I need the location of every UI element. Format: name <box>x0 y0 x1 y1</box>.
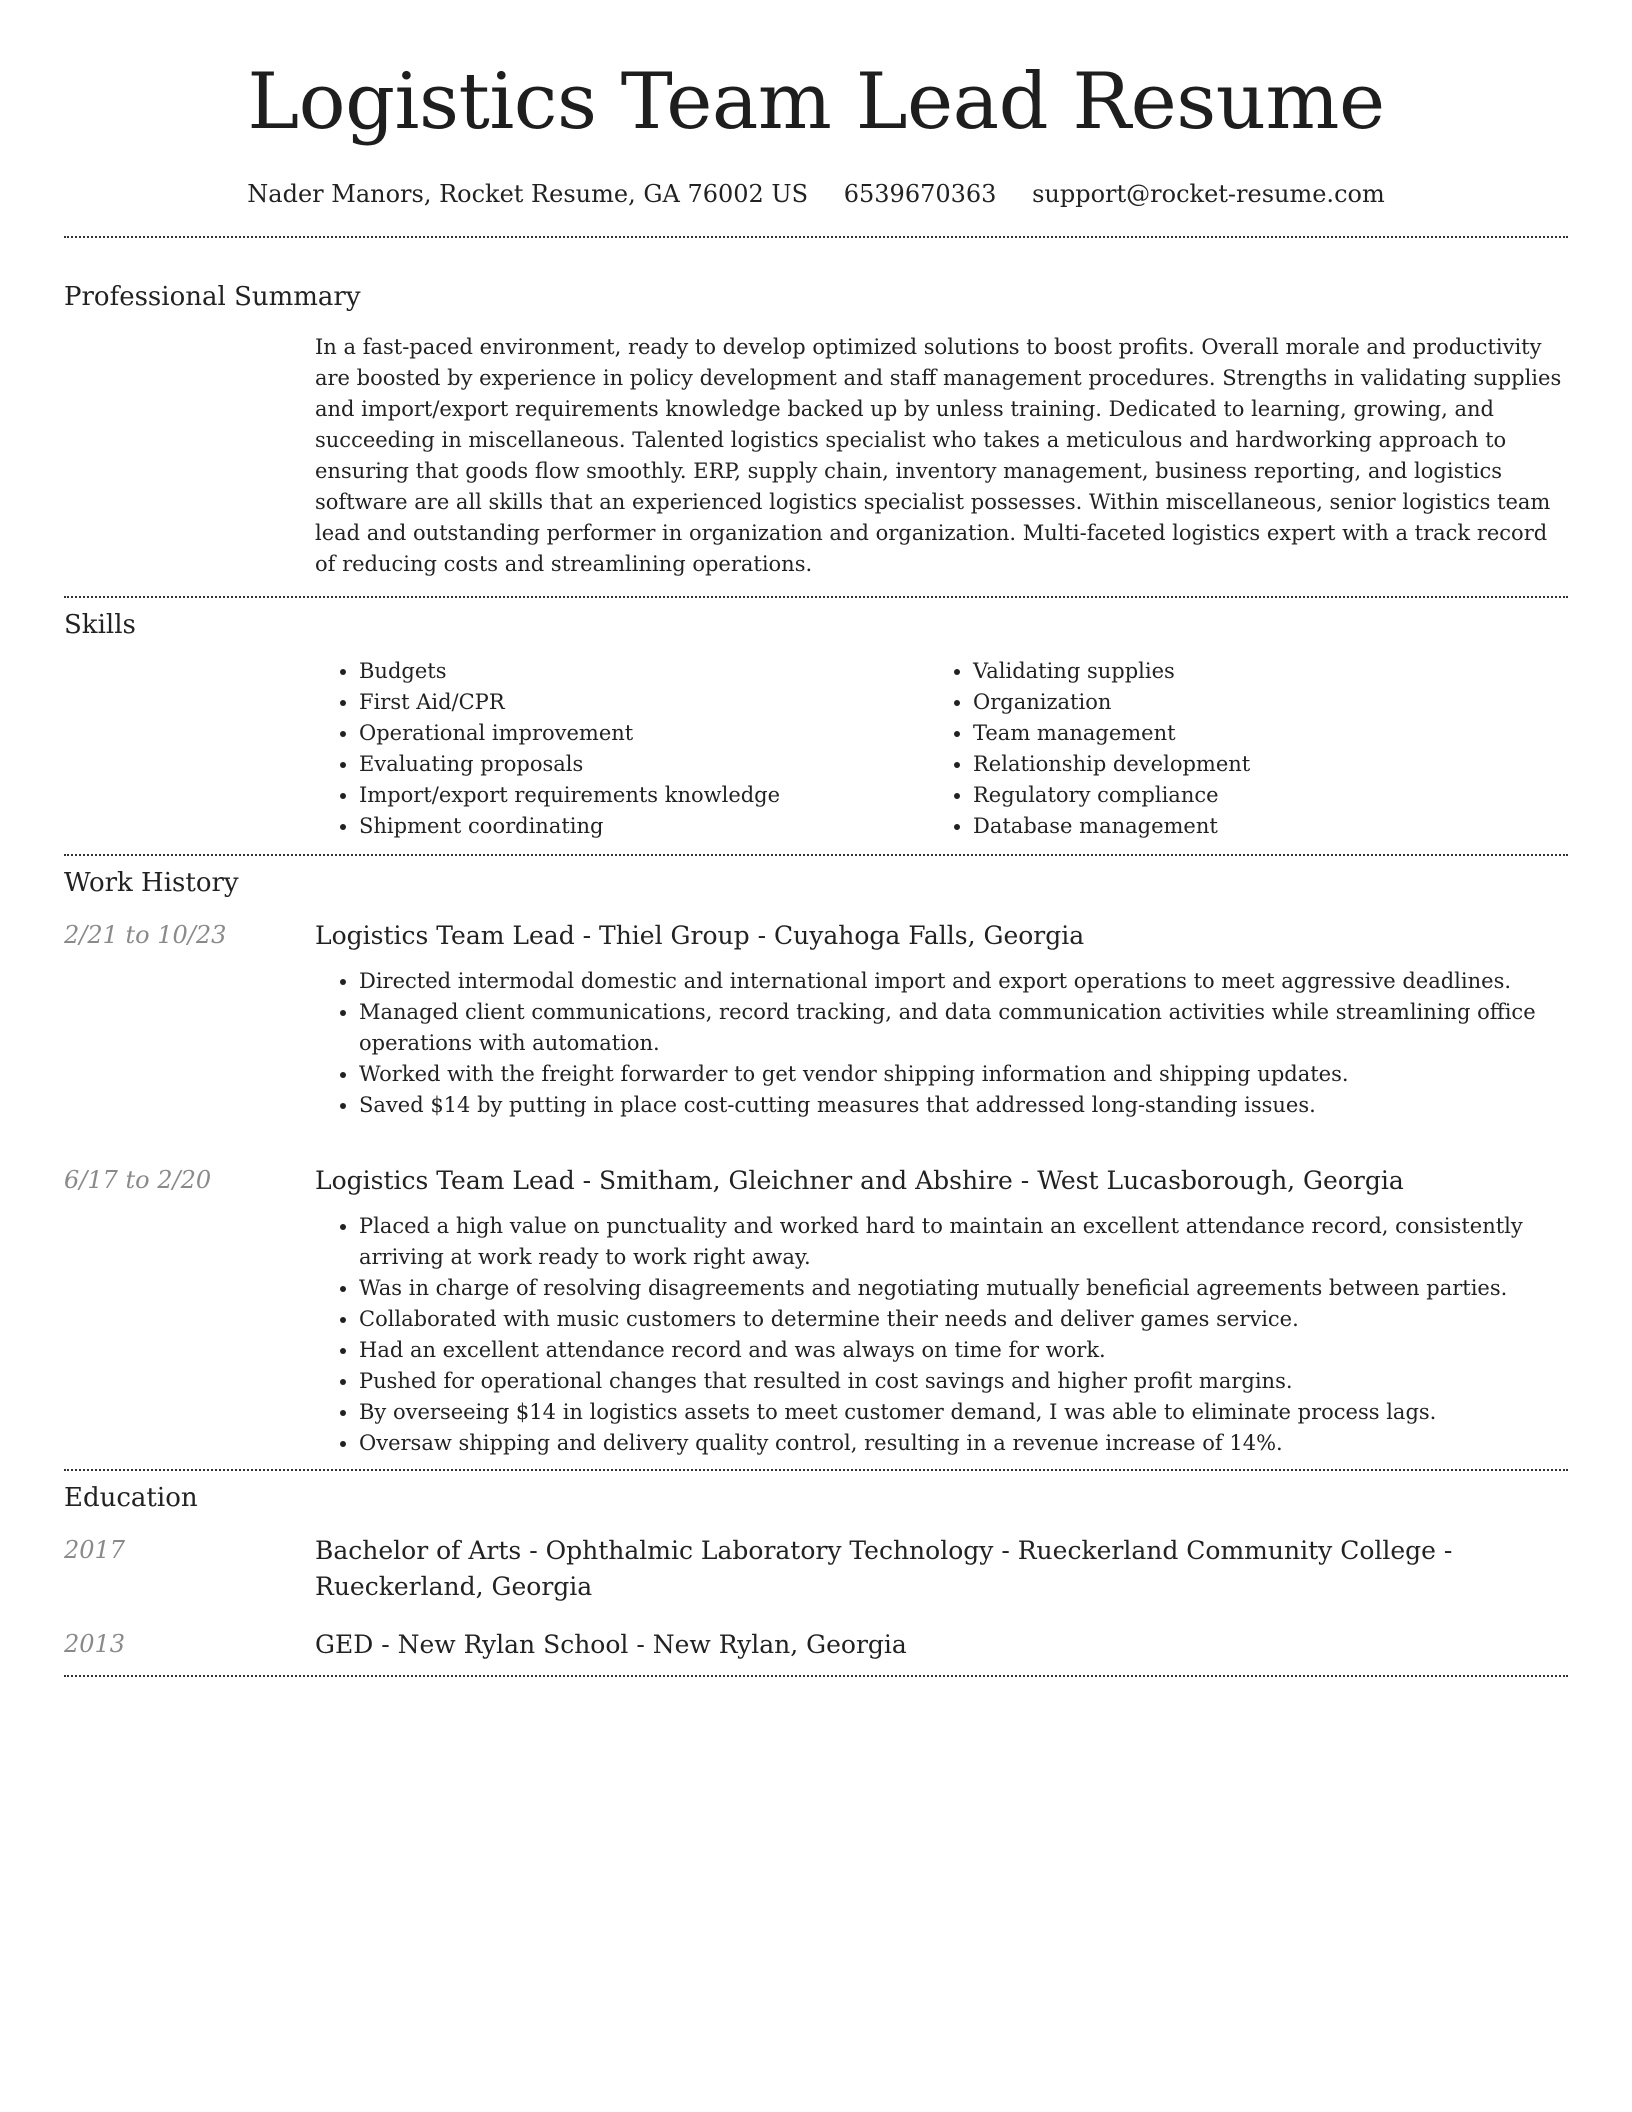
skills-columns <box>315 656 1568 854</box>
skills-list-left <box>315 656 929 842</box>
education-entry <box>64 1627 1568 1663</box>
list-item: • Organization <box>973 687 1543 718</box>
contact-address: Nader Manors, Rocket Resume, GA 76002 US <box>247 180 809 208</box>
list-item: • Saved $14 by putting in place cost-cutting measures that addressed long-standing issues. <box>359 1090 1568 1121</box>
list-item: • Budgets <box>359 656 929 687</box>
job-body <box>315 918 1568 1121</box>
list-item: • Had an excellent attendance record and was always on time for work. <box>359 1335 1568 1366</box>
list-item: • Oversaw shipping and delivery quality control, resulting in a revenue increase of 14%. <box>359 1428 1568 1459</box>
section-title-skills: Skills <box>64 610 136 640</box>
education-body <box>315 1533 1568 1605</box>
list-item: • Evaluating proposals <box>359 749 929 780</box>
resume-header <box>0 0 1632 210</box>
list-item: • Placed a high value on punctuality and worked hard to maintain an excellent attendance record, consistently arriving at work ready to work right away. <box>359 1211 1568 1273</box>
job-bullets <box>315 1211 1568 1459</box>
education-title: Bachelor of Arts - Ophthalmic Laboratory Technology - Rueckerland Community College - Rueckerland, Georgia <box>315 1536 1453 1601</box>
contact-phone: 6539670363 <box>843 180 997 208</box>
education-title: GED - New Rylan School - New Rylan, Georgia <box>315 1630 907 1659</box>
list-item: • First Aid/CPR <box>359 687 929 718</box>
list-item: • Shipment coordinating <box>359 811 929 842</box>
list-item: • Managed client communications, record tracking, and data communication activities while streamlining office operations with automation. <box>359 997 1568 1059</box>
contact-line <box>0 178 1632 210</box>
education-year: 2017 <box>64 1536 126 1564</box>
list-item: • Directed intermodal domestic and international import and export operations to meet aggressive deadlines. <box>359 966 1568 997</box>
summary-section <box>64 238 1568 596</box>
skills-list-right <box>929 656 1543 842</box>
list-item: • Regulatory compliance <box>973 780 1543 811</box>
summary-text: In a fast-paced environment, ready to develop optimized solutions to boost profits. Overall morale and productivity are boosted by experience in policy development and staff management procedures. Strengths in validating supplies and import/export requirements knowledge backed up by unless training. Dedicated to learning, growing, and succeeding in miscellaneous. Talented logistics specialist who takes a meticulous and hardworking approach to ensuring that goods flow smoothly. ERP, supply chain, inventory management, business reporting, and logistics software are all skills that an experienced logistics specialist possesses. Within miscellaneous, senior logistics team lead and outstanding performer in organization and organization. Multi-faceted logistics expert with a track record of reducing costs and streamlining operations. <box>315 335 1562 576</box>
list-item: • Database management <box>973 811 1543 842</box>
list-item: • Was in charge of resolving disagreements and negotiating mutually beneficial agreements between parties. <box>359 1273 1568 1304</box>
section-title-summary: Professional Summary <box>64 282 361 312</box>
section-title-education: Education <box>64 1483 198 1513</box>
job-dates: 6/17 to 2/20 <box>64 1166 212 1194</box>
list-item: • Operational improvement <box>359 718 929 749</box>
job-entry <box>64 918 1568 1121</box>
contact-email: support@rocket-resume.com <box>1032 180 1385 208</box>
list-item: • Collaborated with music customers to determine their needs and deliver games service. <box>359 1304 1568 1335</box>
work-section <box>64 856 1568 1469</box>
skills-section <box>64 598 1568 854</box>
list-item: • Relationship development <box>973 749 1543 780</box>
job-body <box>315 1163 1568 1459</box>
education-year: 2013 <box>64 1630 126 1658</box>
list-item: • Team management <box>973 718 1543 749</box>
job-dates: 2/21 to 10/23 <box>64 921 227 949</box>
job-title: Logistics Team Lead - Smitham, Gleichner and Abshire - West Lucasborough, Georgia <box>315 1166 1404 1195</box>
page-title: Logistics Team Lead Resume <box>247 57 1385 147</box>
job-entry <box>64 1163 1568 1459</box>
list-item: • Worked with the freight forwarder to get vendor shipping information and shipping updates. <box>359 1059 1568 1090</box>
education-section <box>64 1471 1568 1675</box>
education-body <box>315 1627 1568 1663</box>
section-title-work: Work History <box>64 868 239 898</box>
education-entry <box>64 1533 1568 1605</box>
list-item: • Validating supplies <box>973 656 1543 687</box>
divider <box>64 1675 1568 1677</box>
list-item: • By overseeing $14 in logistics assets to meet customer demand, I was able to eliminate process lags. <box>359 1397 1568 1428</box>
list-item: • Import/export requirements knowledge <box>359 780 929 811</box>
list-item: • Pushed for operational changes that resulted in cost savings and higher profit margins. <box>359 1366 1568 1397</box>
job-title: Logistics Team Lead - Thiel Group - Cuyahoga Falls, Georgia <box>315 921 1085 950</box>
job-bullets <box>315 966 1568 1121</box>
